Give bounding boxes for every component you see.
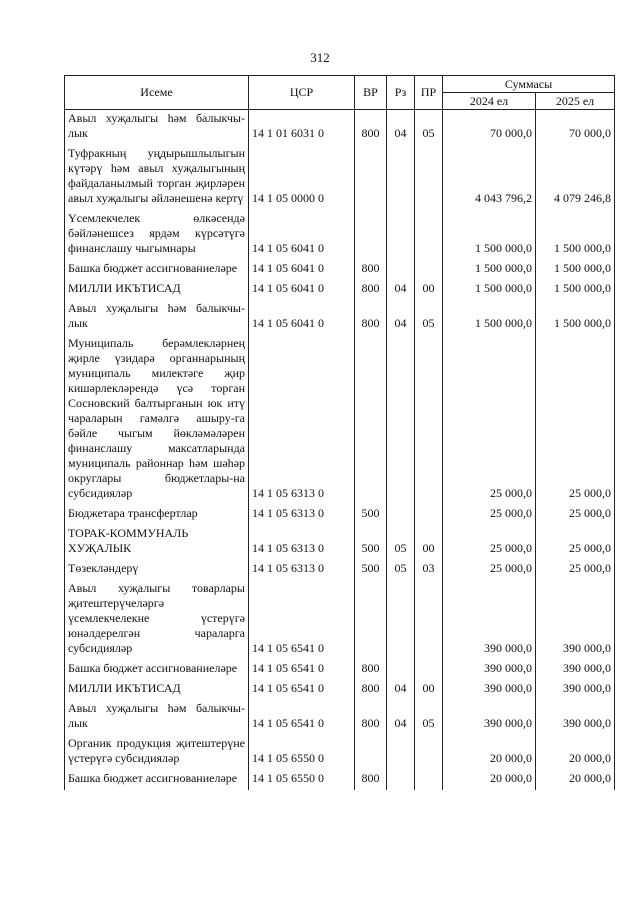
row-vr: 500 <box>355 505 387 525</box>
row-rz <box>387 210 415 260</box>
row-sum-2024: 1 500 000,0 <box>443 300 536 335</box>
row-sum-2024: 20 000,0 <box>443 735 536 770</box>
row-sum-2025: 1 500 000,0 <box>536 210 615 260</box>
row-pr <box>415 770 443 790</box>
row-vr: 800 <box>355 110 387 146</box>
row-sum-2024: 25 000,0 <box>443 525 536 560</box>
row-sum-2025: 1 500 000,0 <box>536 260 615 280</box>
table-row <box>65 280 615 300</box>
row-pr <box>415 660 443 680</box>
row-rz: 04 <box>387 700 415 735</box>
row-sum-2025: 25 000,0 <box>536 560 615 580</box>
row-pr <box>415 505 443 525</box>
row-sum-2024: 70 000,0 <box>443 110 536 146</box>
row-sum-2024: 1 500 000,0 <box>443 280 536 300</box>
row-rz: 05 <box>387 560 415 580</box>
row-rz <box>387 145 415 210</box>
row-sum-2024: 20 000,0 <box>443 770 536 790</box>
row-pr <box>415 210 443 260</box>
row-rz: 05 <box>387 525 415 560</box>
table-row <box>65 580 615 660</box>
row-pr <box>415 145 443 210</box>
row-rz <box>387 660 415 680</box>
budget-table <box>64 75 615 790</box>
header-sums: Суммасы <box>443 76 615 93</box>
row-csr: 14 1 05 6041 0 <box>249 280 355 300</box>
row-pr: 03 <box>415 560 443 580</box>
row-vr: 800 <box>355 770 387 790</box>
row-csr: 14 1 05 0000 0 <box>249 145 355 210</box>
row-vr: 800 <box>355 280 387 300</box>
row-name: Бюджетара трансфертлар <box>65 505 249 525</box>
row-name: Авыл хуҗалыгы һәм балыкчы-лык <box>65 110 249 146</box>
row-csr: 14 1 05 6041 0 <box>249 300 355 335</box>
row-name: МИЛЛИ ИКЪТИСАД <box>65 280 249 300</box>
row-vr: 800 <box>355 700 387 735</box>
row-sum-2025: 25 000,0 <box>536 335 615 505</box>
row-pr: 00 <box>415 280 443 300</box>
row-vr <box>355 145 387 210</box>
row-sum-2024: 25 000,0 <box>443 560 536 580</box>
row-sum-2025: 390 000,0 <box>536 680 615 700</box>
header-rz: Рз <box>387 76 415 110</box>
row-sum-2024: 390 000,0 <box>443 700 536 735</box>
row-pr <box>415 580 443 660</box>
row-rz <box>387 505 415 525</box>
row-csr: 14 1 05 6550 0 <box>249 770 355 790</box>
row-csr: 14 1 05 6541 0 <box>249 680 355 700</box>
table-row <box>65 525 615 560</box>
row-rz <box>387 735 415 770</box>
header-pr: ПР <box>415 76 443 110</box>
row-sum-2024: 1 500 000,0 <box>443 260 536 280</box>
row-name: Башка бюджет ассигнованиеләре <box>65 660 249 680</box>
row-sum-2024: 1 500 000,0 <box>443 210 536 260</box>
row-sum-2024: 25 000,0 <box>443 505 536 525</box>
table-row <box>65 680 615 700</box>
row-vr <box>355 580 387 660</box>
row-csr: 14 1 05 6313 0 <box>249 335 355 505</box>
row-rz <box>387 260 415 280</box>
row-pr <box>415 260 443 280</box>
row-rz <box>387 770 415 790</box>
row-rz: 04 <box>387 280 415 300</box>
row-csr: 14 1 05 6541 0 <box>249 700 355 735</box>
row-rz: 04 <box>387 300 415 335</box>
row-csr: 14 1 05 6041 0 <box>249 260 355 280</box>
row-sum-2025: 390 000,0 <box>536 660 615 680</box>
row-pr: 05 <box>415 300 443 335</box>
row-sum-2025: 20 000,0 <box>536 770 615 790</box>
row-rz: 04 <box>387 110 415 146</box>
row-vr <box>355 335 387 505</box>
row-name: Туфракның уңдырышлылыгын күтәрү һәм авыл хуҗалыгының файдаланылмый торган җирләрен авыл хуҗалыгы әйләнешенә кертү <box>65 145 249 210</box>
row-pr: 05 <box>415 700 443 735</box>
table-row <box>65 210 615 260</box>
row-name: Башка бюджет ассигнованиеләре <box>65 770 249 790</box>
page-number: 312 <box>310 50 330 65</box>
row-name: Органик продукция җитештерүне үстерүгә субсидияләр <box>65 735 249 770</box>
row-sum-2024: 4 043 796,2 <box>443 145 536 210</box>
row-pr: 00 <box>415 525 443 560</box>
row-sum-2024: 390 000,0 <box>443 680 536 700</box>
row-csr: 14 1 05 6550 0 <box>249 735 355 770</box>
row-sum-2024: 390 000,0 <box>443 660 536 680</box>
row-rz <box>387 335 415 505</box>
row-vr <box>355 735 387 770</box>
row-sum-2025: 25 000,0 <box>536 525 615 560</box>
header-name: Исеме <box>65 76 249 110</box>
row-vr: 500 <box>355 560 387 580</box>
row-sum-2025: 20 000,0 <box>536 735 615 770</box>
row-sum-2025: 25 000,0 <box>536 505 615 525</box>
row-pr: 00 <box>415 680 443 700</box>
table-row <box>65 770 615 790</box>
row-sum-2025: 390 000,0 <box>536 700 615 735</box>
table-row <box>65 260 615 280</box>
row-vr: 800 <box>355 680 387 700</box>
row-name: Төзекләндерү <box>65 560 249 580</box>
row-vr: 500 <box>355 525 387 560</box>
row-sum-2025: 390 000,0 <box>536 580 615 660</box>
row-vr: 800 <box>355 300 387 335</box>
table-row <box>65 505 615 525</box>
row-csr: 14 1 05 6541 0 <box>249 660 355 680</box>
row-name: МИЛЛИ ИКЪТИСАД <box>65 680 249 700</box>
row-sum-2025: 4 079 246,8 <box>536 145 615 210</box>
table-row <box>65 700 615 735</box>
row-sum-2024: 25 000,0 <box>443 335 536 505</box>
row-csr: 14 1 05 6041 0 <box>249 210 355 260</box>
table-row <box>65 735 615 770</box>
row-name: Авыл хуҗалыгы товарлары җитештерүчеләргә үсемлекчелекне үстерүгә юнәлдерелгән чараларга субсидияләр <box>65 580 249 660</box>
row-csr: 14 1 05 6313 0 <box>249 505 355 525</box>
header-csr: ЦСР <box>249 76 355 110</box>
row-csr: 14 1 05 6313 0 <box>249 560 355 580</box>
row-csr: 14 1 01 6031 0 <box>249 110 355 146</box>
row-rz: 04 <box>387 680 415 700</box>
header-year-2024: 2024 ел <box>443 93 536 110</box>
row-rz <box>387 580 415 660</box>
row-pr <box>415 335 443 505</box>
row-csr: 14 1 05 6313 0 <box>249 525 355 560</box>
row-pr <box>415 735 443 770</box>
row-csr: 14 1 05 6541 0 <box>249 580 355 660</box>
table-row <box>65 560 615 580</box>
table-row <box>65 335 615 505</box>
table-row <box>65 145 615 210</box>
header-year-2025: 2025 ел <box>536 93 615 110</box>
row-name: ТОРАК-КОММУНАЛЬ ХУҖАЛЫК <box>65 525 249 560</box>
row-vr <box>355 210 387 260</box>
row-name: Авыл хуҗалыгы һәм балыкчы-лык <box>65 700 249 735</box>
table-header <box>65 76 615 110</box>
row-name: Башка бюджет ассигнованиеләре <box>65 260 249 280</box>
row-sum-2025: 70 000,0 <box>536 110 615 146</box>
table-row <box>65 300 615 335</box>
row-name: Үсемлекчелек өлкәсендә бәйләнешсез ярдәм күрсәтүгә финанслашу чыгымнары <box>65 210 249 260</box>
row-vr: 800 <box>355 660 387 680</box>
header-vr: ВР <box>355 76 387 110</box>
table-row <box>65 660 615 680</box>
row-sum-2025: 1 500 000,0 <box>536 280 615 300</box>
row-name: Авыл хуҗалыгы һәм балыкчы-лык <box>65 300 249 335</box>
row-sum-2024: 390 000,0 <box>443 580 536 660</box>
row-vr: 800 <box>355 260 387 280</box>
table-row <box>65 110 615 146</box>
table-body <box>65 110 615 791</box>
row-pr: 05 <box>415 110 443 146</box>
row-name: Муниципаль берәмлекләрнең җирле үзидарә органнарының муниципаль милектәге җир кишәрлекләрендә үсә торган Сосновский балтырганын юк итү чараларын гамәлгә ашыру-га бәйле чыгым йөкләмәләрен финанслашу максатларында муниципаль районнар һәм шәһәр округлары бюджетлары-на субсидияләр <box>65 335 249 505</box>
row-sum-2025: 1 500 000,0 <box>536 300 615 335</box>
